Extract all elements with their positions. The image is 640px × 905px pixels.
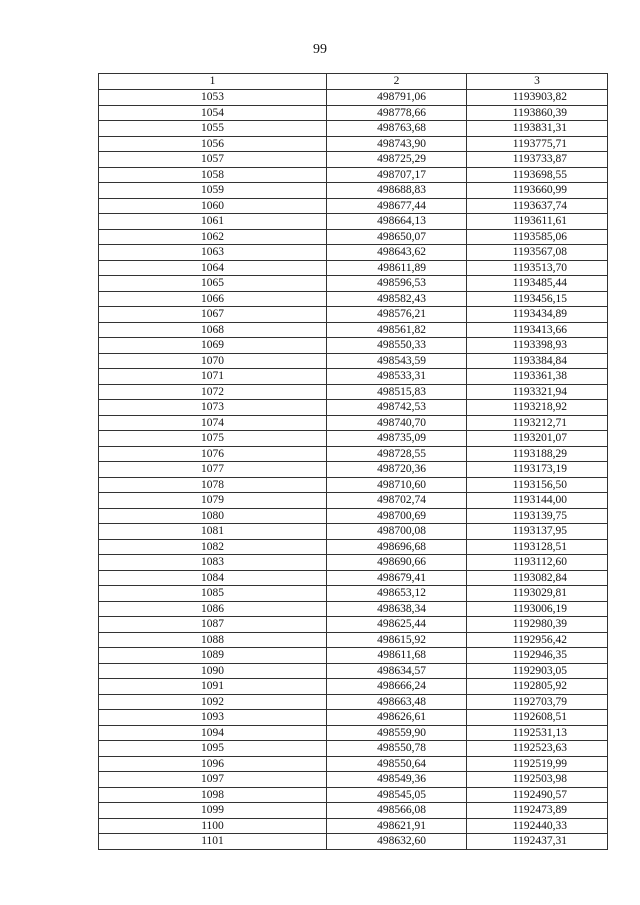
x-coordinate-cell: 498550,78 (327, 741, 467, 757)
x-coordinate-cell: 498690,66 (327, 555, 467, 571)
table-row (99, 756, 608, 772)
x-coordinate-cell: 498621,91 (327, 818, 467, 834)
point-number-cell: 1058 (99, 167, 327, 183)
point-number-cell: 1089 (99, 648, 327, 664)
table-row (99, 679, 608, 695)
point-number-cell: 1094 (99, 725, 327, 741)
point-number-cell: 1070 (99, 353, 327, 369)
x-coordinate-cell: 498664,13 (327, 214, 467, 230)
table-row (99, 477, 608, 493)
y-coordinate-cell: 1192437,31 (467, 834, 608, 850)
point-number-cell: 1074 (99, 415, 327, 431)
table-row (99, 446, 608, 462)
x-coordinate-cell: 498735,09 (327, 431, 467, 447)
y-coordinate-cell: 1193434,89 (467, 307, 608, 323)
point-number-cell: 1066 (99, 291, 327, 307)
y-coordinate-cell: 1193201,07 (467, 431, 608, 447)
y-coordinate-cell: 1193611,61 (467, 214, 608, 230)
point-number-cell: 1073 (99, 400, 327, 416)
x-coordinate-cell: 498611,68 (327, 648, 467, 664)
x-coordinate-cell: 498653,12 (327, 586, 467, 602)
point-number-cell: 1057 (99, 152, 327, 168)
point-number-cell: 1054 (99, 105, 327, 121)
table-row (99, 818, 608, 834)
x-coordinate-cell: 498743,90 (327, 136, 467, 152)
y-coordinate-cell: 1192503,98 (467, 772, 608, 788)
table-row (99, 276, 608, 292)
table-body (99, 90, 608, 850)
table-row (99, 384, 608, 400)
x-coordinate-cell: 498696,68 (327, 539, 467, 555)
table-row (99, 570, 608, 586)
y-coordinate-cell: 1193218,92 (467, 400, 608, 416)
y-coordinate-cell: 1192703,79 (467, 694, 608, 710)
x-coordinate-cell: 498700,08 (327, 524, 467, 540)
x-coordinate-cell: 498596,53 (327, 276, 467, 292)
column-header-x: 2 (327, 74, 467, 90)
table-row (99, 555, 608, 571)
y-coordinate-cell: 1193903,82 (467, 90, 608, 106)
point-number-cell: 1075 (99, 431, 327, 447)
x-coordinate-cell: 498515,83 (327, 384, 467, 400)
point-number-cell: 1084 (99, 570, 327, 586)
x-coordinate-cell: 498728,55 (327, 446, 467, 462)
x-coordinate-cell: 498778,66 (327, 105, 467, 121)
point-number-cell: 1099 (99, 803, 327, 819)
table-row (99, 198, 608, 214)
point-number-cell: 1056 (99, 136, 327, 152)
point-number-cell: 1101 (99, 834, 327, 850)
y-coordinate-cell: 1193384,84 (467, 353, 608, 369)
point-number-cell: 1095 (99, 741, 327, 757)
y-coordinate-cell: 1193637,74 (467, 198, 608, 214)
point-number-cell: 1069 (99, 338, 327, 354)
y-coordinate-cell: 1193137,95 (467, 524, 608, 540)
x-coordinate-cell: 498632,60 (327, 834, 467, 850)
table-row (99, 307, 608, 323)
table-row (99, 508, 608, 524)
page-number: 99 (313, 42, 327, 57)
y-coordinate-cell: 1193139,75 (467, 508, 608, 524)
y-coordinate-cell: 1192440,33 (467, 818, 608, 834)
y-coordinate-cell: 1192531,13 (467, 725, 608, 741)
table-row (99, 539, 608, 555)
x-coordinate-cell: 498611,89 (327, 260, 467, 276)
point-number-cell: 1077 (99, 462, 327, 478)
x-coordinate-cell: 498679,41 (327, 570, 467, 586)
point-number-cell: 1064 (99, 260, 327, 276)
x-coordinate-cell: 498615,92 (327, 632, 467, 648)
point-number-cell: 1078 (99, 477, 327, 493)
y-coordinate-cell: 1193485,44 (467, 276, 608, 292)
table-row (99, 694, 608, 710)
table-row (99, 229, 608, 245)
y-coordinate-cell: 1193456,15 (467, 291, 608, 307)
table-row (99, 772, 608, 788)
table-row (99, 152, 608, 168)
x-coordinate-cell: 498702,74 (327, 493, 467, 509)
y-coordinate-cell: 1193112,60 (467, 555, 608, 571)
point-number-cell: 1098 (99, 787, 327, 803)
point-number-cell: 1093 (99, 710, 327, 726)
x-coordinate-cell: 498663,48 (327, 694, 467, 710)
point-number-cell: 1061 (99, 214, 327, 230)
y-coordinate-cell: 1192805,92 (467, 679, 608, 695)
table-header (99, 74, 608, 90)
y-coordinate-cell: 1193585,06 (467, 229, 608, 245)
y-coordinate-cell: 1192490,57 (467, 787, 608, 803)
table-row (99, 322, 608, 338)
y-coordinate-cell: 1193398,93 (467, 338, 608, 354)
point-number-cell: 1068 (99, 322, 327, 338)
point-number-cell: 1076 (99, 446, 327, 462)
x-coordinate-cell: 498533,31 (327, 369, 467, 385)
table-row (99, 787, 608, 803)
y-coordinate-cell: 1193733,87 (467, 152, 608, 168)
table-row (99, 462, 608, 478)
point-number-cell: 1072 (99, 384, 327, 400)
table-row (99, 245, 608, 261)
table-row (99, 183, 608, 199)
x-coordinate-cell: 498638,34 (327, 601, 467, 617)
table-row (99, 524, 608, 540)
point-number-cell: 1083 (99, 555, 327, 571)
point-number-cell: 1088 (99, 632, 327, 648)
point-number-cell: 1067 (99, 307, 327, 323)
table-row (99, 617, 608, 633)
table-row (99, 369, 608, 385)
x-coordinate-cell: 498576,21 (327, 307, 467, 323)
y-coordinate-cell: 1193361,38 (467, 369, 608, 385)
y-coordinate-cell: 1193082,84 (467, 570, 608, 586)
table-row (99, 121, 608, 137)
table-row (99, 415, 608, 431)
point-number-cell: 1060 (99, 198, 327, 214)
y-coordinate-cell: 1192608,51 (467, 710, 608, 726)
table-row (99, 663, 608, 679)
y-coordinate-cell: 1193660,99 (467, 183, 608, 199)
table-row (99, 834, 608, 850)
point-number-cell: 1087 (99, 617, 327, 633)
x-coordinate-cell: 498688,83 (327, 183, 467, 199)
y-coordinate-cell: 1193860,39 (467, 105, 608, 121)
table-row (99, 167, 608, 183)
y-coordinate-cell: 1192523,63 (467, 741, 608, 757)
point-number-cell: 1086 (99, 601, 327, 617)
table-row (99, 105, 608, 121)
y-coordinate-cell: 1192519,99 (467, 756, 608, 772)
y-coordinate-cell: 1193831,31 (467, 121, 608, 137)
point-number-cell: 1053 (99, 90, 327, 106)
y-coordinate-cell: 1193413,66 (467, 322, 608, 338)
point-number-cell: 1080 (99, 508, 327, 524)
table-row (99, 400, 608, 416)
point-number-cell: 1059 (99, 183, 327, 199)
x-coordinate-cell: 498650,07 (327, 229, 467, 245)
x-coordinate-cell: 498549,36 (327, 772, 467, 788)
point-number-cell: 1091 (99, 679, 327, 695)
table-row (99, 338, 608, 354)
table-row (99, 601, 608, 617)
point-number-cell: 1090 (99, 663, 327, 679)
x-coordinate-cell: 498707,17 (327, 167, 467, 183)
table-row (99, 648, 608, 664)
x-coordinate-cell: 498626,61 (327, 710, 467, 726)
y-coordinate-cell: 1193188,29 (467, 446, 608, 462)
table-row (99, 710, 608, 726)
x-coordinate-cell: 498740,70 (327, 415, 467, 431)
table-row (99, 431, 608, 447)
y-coordinate-cell: 1193513,70 (467, 260, 608, 276)
header-row (99, 74, 608, 90)
y-coordinate-cell: 1193173,19 (467, 462, 608, 478)
table-row (99, 493, 608, 509)
y-coordinate-cell: 1193006,19 (467, 601, 608, 617)
point-number-cell: 1097 (99, 772, 327, 788)
x-coordinate-cell: 498582,43 (327, 291, 467, 307)
x-coordinate-cell: 498625,44 (327, 617, 467, 633)
x-coordinate-cell: 498566,08 (327, 803, 467, 819)
y-coordinate-cell: 1193698,55 (467, 167, 608, 183)
point-number-cell: 1092 (99, 694, 327, 710)
x-coordinate-cell: 498666,24 (327, 679, 467, 695)
point-number-cell: 1085 (99, 586, 327, 602)
point-number-cell: 1081 (99, 524, 327, 540)
table-row (99, 725, 608, 741)
y-coordinate-cell: 1192946,35 (467, 648, 608, 664)
table-row (99, 741, 608, 757)
table-row (99, 291, 608, 307)
x-coordinate-cell: 498643,62 (327, 245, 467, 261)
y-coordinate-cell: 1193212,71 (467, 415, 608, 431)
point-number-cell: 1082 (99, 539, 327, 555)
x-coordinate-cell: 498677,44 (327, 198, 467, 214)
y-coordinate-cell: 1192473,89 (467, 803, 608, 819)
y-coordinate-cell: 1193567,08 (467, 245, 608, 261)
y-coordinate-cell: 1193144,00 (467, 493, 608, 509)
x-coordinate-cell: 498545,05 (327, 787, 467, 803)
y-coordinate-cell: 1193321,94 (467, 384, 608, 400)
column-header-point: 1 (99, 74, 327, 90)
x-coordinate-cell: 498763,68 (327, 121, 467, 137)
y-coordinate-cell: 1193156,50 (467, 477, 608, 493)
point-number-cell: 1100 (99, 818, 327, 834)
x-coordinate-cell: 498791,06 (327, 90, 467, 106)
column-header-y: 3 (467, 74, 608, 90)
y-coordinate-cell: 1192903,05 (467, 663, 608, 679)
table-row (99, 353, 608, 369)
x-coordinate-cell: 498700,69 (327, 508, 467, 524)
x-coordinate-cell: 498725,29 (327, 152, 467, 168)
point-number-cell: 1065 (99, 276, 327, 292)
y-coordinate-cell: 1193029,81 (467, 586, 608, 602)
table-row (99, 136, 608, 152)
table-row (99, 260, 608, 276)
y-coordinate-cell: 1193128,51 (467, 539, 608, 555)
x-coordinate-cell: 498561,82 (327, 322, 467, 338)
point-number-cell: 1071 (99, 369, 327, 385)
y-coordinate-cell: 1193775,71 (467, 136, 608, 152)
x-coordinate-cell: 498710,60 (327, 477, 467, 493)
point-number-cell: 1079 (99, 493, 327, 509)
table-row (99, 90, 608, 106)
x-coordinate-cell: 498543,59 (327, 353, 467, 369)
table-row (99, 586, 608, 602)
point-number-cell: 1062 (99, 229, 327, 245)
table-row (99, 803, 608, 819)
x-coordinate-cell: 498559,90 (327, 725, 467, 741)
table-row (99, 632, 608, 648)
x-coordinate-cell: 498550,33 (327, 338, 467, 354)
x-coordinate-cell: 498720,36 (327, 462, 467, 478)
y-coordinate-cell: 1192980,39 (467, 617, 608, 633)
coordinates-table (98, 73, 608, 850)
point-number-cell: 1055 (99, 121, 327, 137)
x-coordinate-cell: 498550,64 (327, 756, 467, 772)
point-number-cell: 1063 (99, 245, 327, 261)
point-number-cell: 1096 (99, 756, 327, 772)
x-coordinate-cell: 498742,53 (327, 400, 467, 416)
x-coordinate-cell: 498634,57 (327, 663, 467, 679)
table-row (99, 214, 608, 230)
y-coordinate-cell: 1192956,42 (467, 632, 608, 648)
